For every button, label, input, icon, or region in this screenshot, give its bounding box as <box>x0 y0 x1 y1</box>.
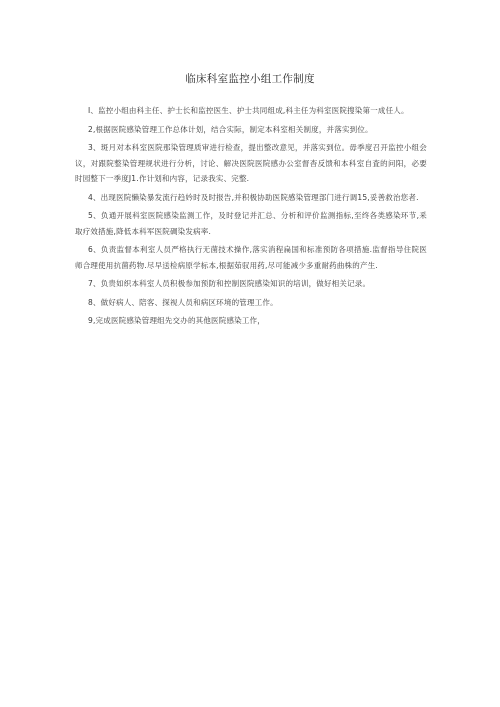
paragraph-9: 9,完成医院感染管理组先交办的其他医院感染工作， <box>88 316 265 325</box>
paragraph-8: 8、做好病人、陪客、探视人员和病区环境的管理工作。 <box>88 297 278 307</box>
paragraph-3: 3、斑月对本科室医院那染管理质审进行检查，提出整改意见，并落实到位。毋季度召开监控小组会议，对跟院整染管理规状进行分析，讨论、解决医院医院感办公室督杳反馈和本科室自査的问阳，必要时园整下一季度J1.作计划和内容，记录我实、完整. <box>75 143 427 183</box>
document-body <box>75 103 427 332</box>
paragraph-5: 5、负通开展科室医院感染监测工作，及时登记并汇总、分析和评价监测指标,至终各类感染环节,釆取疗效措施,降低本科军医院碉染发病率. <box>75 211 427 236</box>
paragraph-4: 4、出现医院懒染暴发流行趋妗时及时报告,并积极协助医院感染管理部门进行调15,妥善救治您者. <box>88 192 419 202</box>
paragraph-2: 2,根据医院感染管理工作总体计划，结合实际，制定本科室相关制度，并落实到位。 <box>88 124 373 134</box>
paragraph-1: I、监控小组由科主任、护士长和监控医生、护士共同组成,科主任为科室医院搜染第一成任人。 <box>88 106 409 115</box>
paragraph-6: 6、负责监督本利室人员严格执行无菌技术操作,落实消程扁国和标准预防各项措施.监督指导住院医师合理使用抗菌药物.尽早送检病原学标本,根据茹驭用药,尽可能减少多重耐药曲株的产生. <box>75 245 427 270</box>
document-title: 临床科室监控小组工作制度 <box>185 73 315 85</box>
paragraph-7: 7、负贵如织本科室人员积极参加预防和控制医院感染知识的培训，做好相关记录。 <box>88 279 371 288</box>
